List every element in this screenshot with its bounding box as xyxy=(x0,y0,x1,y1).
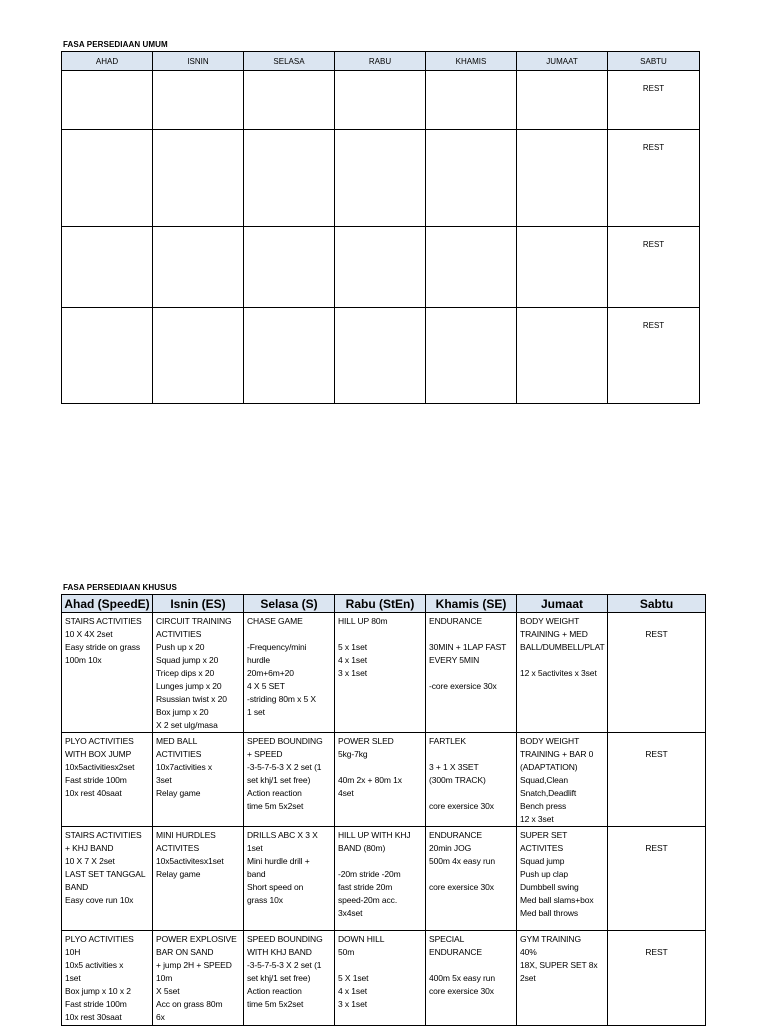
khusus-header-isnin: Isnin (ES) xyxy=(153,595,244,613)
table-cell: CIRCUIT TRAINING ACTIVITIES Push up x 20 Squad jump x 20 Tricep dips x 20 Lunges jump x 20 Rsussian twist x 20 Box jump x 20 X 2 set ulg/masa xyxy=(153,613,244,733)
khusus-header-khamis: Khamis (SE) xyxy=(426,595,517,613)
table-cell xyxy=(244,130,335,227)
table-row xyxy=(62,308,700,404)
umum-header-jumaat: JUMAAT xyxy=(517,52,608,71)
table-cell xyxy=(426,71,517,130)
table-cell: ENDURANCE 30MIN + 1LAP FAST EVERY 5MIN -core exersice 30x xyxy=(426,613,517,733)
khusus-title: FASA PERSEDIAAN KHUSUS xyxy=(63,583,177,592)
table-cell: DRILLS ABC X 3 X 1set Mini hurdle drill + band Short speed on grass 10x xyxy=(244,827,335,931)
table-cell: CHASE GAME -Frequency/mini hurdle 20m+6m+20 4 X 5 SET -striding 80m x 5 X 1 set xyxy=(244,613,335,733)
table-cell xyxy=(335,130,426,227)
table-cell xyxy=(62,308,153,404)
khusus-header-ahad: Ahad (SpeedE) xyxy=(62,595,153,613)
table-cell xyxy=(153,130,244,227)
table-cell xyxy=(335,227,426,308)
table-cell xyxy=(153,227,244,308)
table-cell: FARTLEK 3 + 1 X 3SET (300m TRACK) core exersice 30x xyxy=(426,733,517,827)
umum-header-rabu: RABU xyxy=(335,52,426,71)
rest-label: REST xyxy=(608,931,706,1026)
table-cell: MED BALL ACTIVITIES 10x7activities x 3set Relay game xyxy=(153,733,244,827)
umum-table xyxy=(61,51,700,404)
table-cell xyxy=(517,308,608,404)
khusus-header-selasa: Selasa (S) xyxy=(244,595,335,613)
table-cell: BODY WEIGHT TRAINING + MED BALL/DUMBELL/PLAT 12 x 5activites x 3set xyxy=(517,613,608,733)
table-cell xyxy=(517,130,608,227)
umum-header-khamis: KHAMIS xyxy=(426,52,517,71)
rest-label: REST xyxy=(608,827,706,931)
khusus-header-row xyxy=(62,595,706,613)
table-cell: HILL UP 80m 5 x 1set 4 x 1set 3 x 1set xyxy=(335,613,426,733)
khusus-header-jumaat: Jumaat xyxy=(517,595,608,613)
table-row xyxy=(62,931,706,1026)
table-cell xyxy=(335,71,426,130)
table-cell xyxy=(517,227,608,308)
table-cell: SUPER SET ACTIVITES Squad jump Push up clap Dumbbell swing Med ball slams+box Med ball throws xyxy=(517,827,608,931)
table-row xyxy=(62,130,700,227)
umum-header-sabtu: SABTU xyxy=(608,52,700,71)
table-cell: BODY WEIGHT TRAINING + BAR 0 (ADAPTATION) Squad,Clean Snatch,Deadlift Bench press 12 x 3set xyxy=(517,733,608,827)
umum-header-isnin: ISNIN xyxy=(153,52,244,71)
table-cell xyxy=(62,227,153,308)
table-row xyxy=(62,71,700,130)
rest-label: REST xyxy=(642,143,665,152)
table-cell: SPECIAL ENDURANCE 400m 5x easy run core exersice 30x xyxy=(426,931,517,1026)
rest-label: REST xyxy=(642,321,665,330)
table-cell: POWER EXPLOSIVE BAR ON SAND + jump 2H + SPEED 10m X 5set Acc on grass 80m 6x xyxy=(153,931,244,1026)
table-cell: PLYO ACTIVITIES WITH BOX JUMP 10x5activitiesx2set Fast stride 100m 10x rest 40saat xyxy=(62,733,153,827)
table-cell: MINI HURDLES ACTIVITES 10x5activitesx1set Relay game xyxy=(153,827,244,931)
table-cell xyxy=(153,71,244,130)
table-cell: STAIRS ACTIVITIES 10 X 4X 2set Easy stride on grass 100m 10x xyxy=(62,613,153,733)
rest-label: REST xyxy=(642,240,665,249)
table-cell: ENDURANCE 20min JOG 500m 4x easy run core exersice 30x xyxy=(426,827,517,931)
table-cell: SPEED BOUNDING + SPEED -3-5-7-5-3 X 2 set (1 set khj/1 set free) Action reaction time 5m 5x2set xyxy=(244,733,335,827)
table-cell xyxy=(62,71,153,130)
khusus-header-rabu: Rabu (StEn) xyxy=(335,595,426,613)
table-cell xyxy=(426,227,517,308)
umum-title: FASA PERSEDIAAN UMUM xyxy=(63,40,168,49)
table-cell: SPEED BOUNDING WITH KHJ BAND -3-5-7-5-3 X 2 set (1 set khj/1 set free) Action reaction time 5m 5x2set xyxy=(244,931,335,1026)
table-cell: PLYO ACTIVITIES 10H 10x5 activities x 1set Box jump x 10 x 2 Fast stride 100m 10x rest 30saat xyxy=(62,931,153,1026)
khusus-table xyxy=(61,594,706,1026)
table-row xyxy=(62,827,706,931)
table-cell xyxy=(426,308,517,404)
table-cell xyxy=(608,71,700,130)
table-cell: HILL UP WITH KHJ BAND (80m) -20m stride -20m fast stride 20m speed-20m acc. 3x4set xyxy=(335,827,426,931)
umum-header-row xyxy=(62,52,700,71)
table-cell: GYM TRAINING 40% 18X, SUPER SET 8x 2set xyxy=(517,931,608,1026)
table-cell xyxy=(608,227,700,308)
umum-header-ahad: AHAD xyxy=(62,52,153,71)
table-row xyxy=(62,733,706,827)
table-cell xyxy=(517,71,608,130)
table-cell xyxy=(608,308,700,404)
table-cell xyxy=(62,130,153,227)
table-cell: DOWN HILL 50m 5 X 1set 4 x 1set 3 x 1set xyxy=(335,931,426,1026)
table-cell xyxy=(335,308,426,404)
khusus-header-sabtu: Sabtu xyxy=(608,595,706,613)
table-row xyxy=(62,227,700,308)
table-cell xyxy=(244,308,335,404)
umum-header-selasa: SELASA xyxy=(244,52,335,71)
table-cell xyxy=(244,71,335,130)
table-cell: POWER SLED 5kg-7kg 40m 2x + 80m 1x 4set xyxy=(335,733,426,827)
table-cell: STAIRS ACTIVITIES + KHJ BAND 10 X 7 X 2set LAST SET TANGGAL BAND Easy cove run 10x xyxy=(62,827,153,931)
table-cell xyxy=(426,130,517,227)
table-cell xyxy=(153,308,244,404)
rest-label: REST xyxy=(608,613,706,733)
rest-label: REST xyxy=(642,84,665,93)
table-row xyxy=(62,613,706,733)
table-cell xyxy=(608,130,700,227)
rest-label: REST xyxy=(608,733,706,827)
table-cell xyxy=(244,227,335,308)
